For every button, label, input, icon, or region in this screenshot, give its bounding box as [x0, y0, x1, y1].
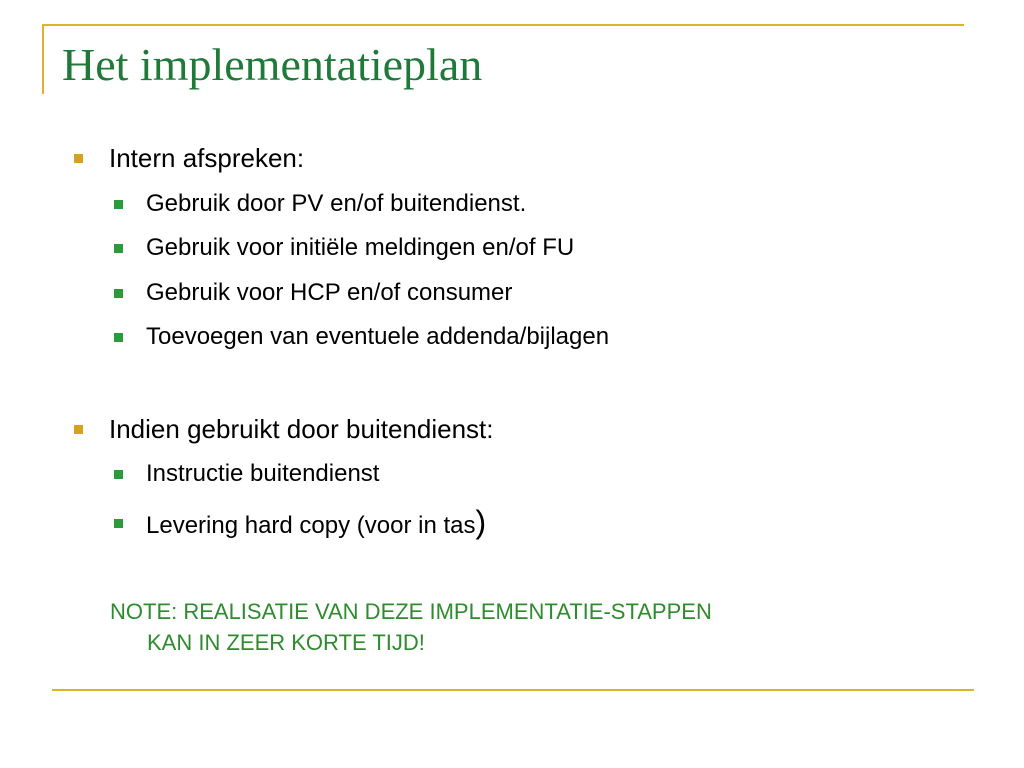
note-line-1: NOTE: REALISATIE VAN DEZE IMPLEMENTATIE-STAPPEN [110, 599, 712, 624]
square-bullet-icon [114, 289, 123, 298]
square-bullet-icon [74, 425, 83, 434]
square-bullet-icon [114, 470, 123, 479]
section-heading-intern [74, 143, 304, 174]
list-item-label: Gebruik voor initiële meldingen en/of FU [146, 234, 575, 261]
square-bullet-icon [114, 333, 123, 342]
frame-bottom-line [52, 689, 974, 691]
list-item-label: Toevoegen van eventuele addenda/bijlagen [146, 323, 610, 350]
list-item-label: Gebruik door PV en/of buitendienst. [146, 190, 527, 217]
section-heading-label: Indien gebruikt door buitendienst: [109, 414, 494, 444]
square-bullet-icon [114, 519, 123, 528]
list-item [114, 460, 379, 488]
frame-left-line [42, 24, 44, 94]
section-heading-label: Intern afspreken: [109, 143, 305, 173]
frame-top-line [42, 24, 964, 26]
closing-parenthesis: ) [475, 504, 487, 540]
list-item [114, 279, 512, 307]
list-item-label: Instructie buitendienst [146, 460, 380, 487]
list-item [114, 234, 574, 262]
list-item [114, 190, 526, 218]
list-item [114, 323, 609, 351]
list-item [114, 506, 486, 540]
list-item-label [146, 506, 486, 540]
section-heading-buitendienst [74, 414, 494, 445]
square-bullet-icon [114, 200, 123, 209]
square-bullet-icon [74, 154, 83, 163]
list-item-label: Gebruik voor HCP en/of consumer [146, 279, 513, 306]
square-bullet-icon [114, 244, 123, 253]
note-text [110, 596, 712, 658]
slide-title: Het implementatieplan [62, 39, 483, 90]
list-item-text: Levering hard copy (voor in tas [146, 512, 476, 539]
note-line-2: KAN IN ZEER KORTE TIJD! [147, 630, 425, 655]
